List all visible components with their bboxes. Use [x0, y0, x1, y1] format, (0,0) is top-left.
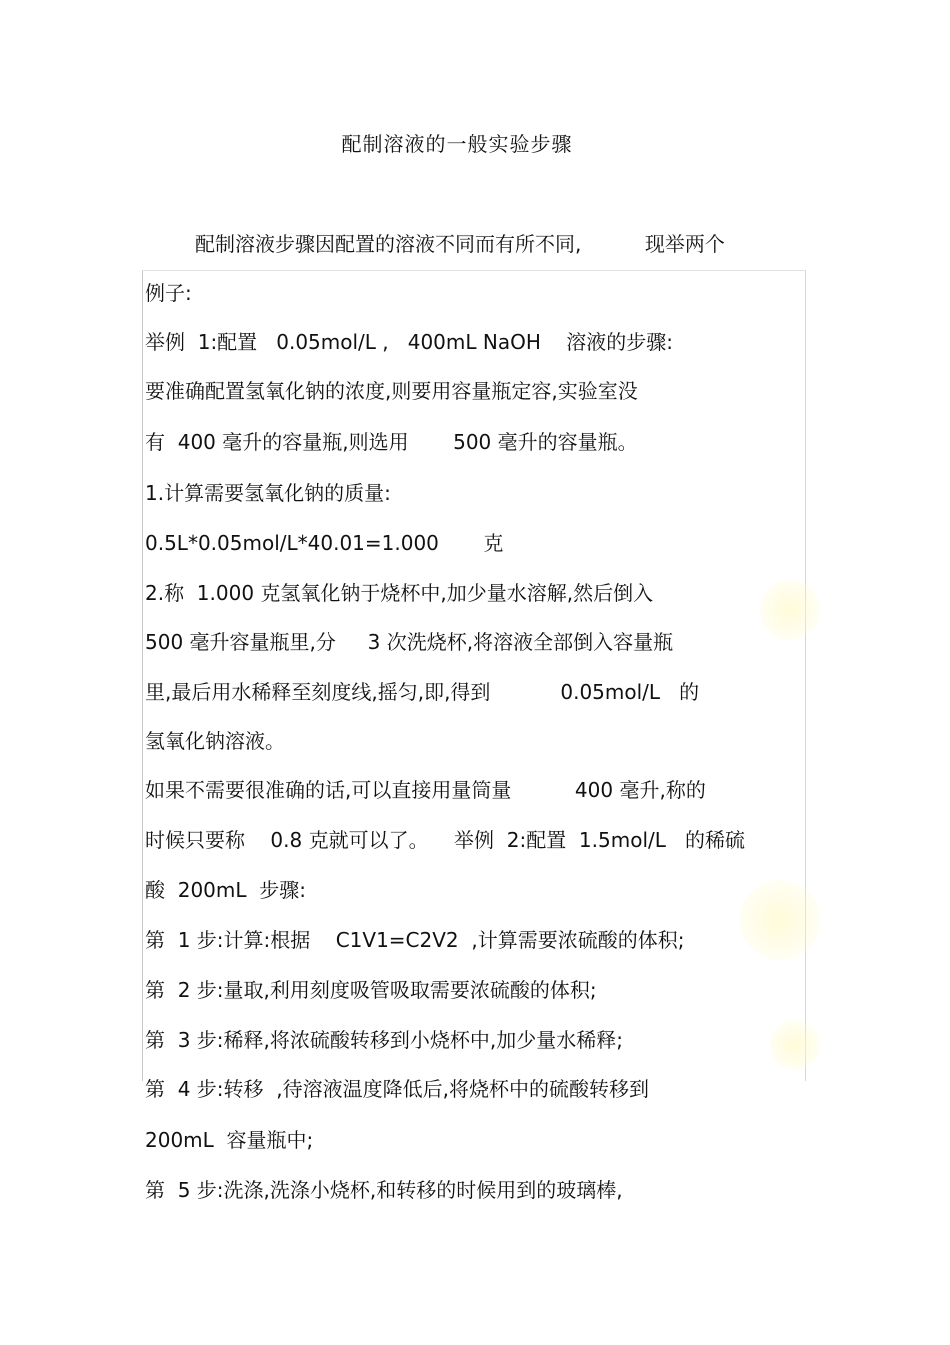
paragraph-line: 第 5 步:洗涤,洗涤小烧杯,和转移的时候用到的玻璃棒, [145, 1178, 623, 1202]
paragraph-line: 第 4 步:转移 ,待溶液温度降低后,将烧杯中的硫酸转移到 [145, 1077, 649, 1101]
paragraph-line: 要准确配置氢氧化钠的浓度,则要用容量瓶定容,实验室没 [145, 379, 638, 403]
paragraph-line: 200mL 容量瓶中; [145, 1128, 314, 1152]
watermark-blot [740, 880, 820, 960]
paragraph-line: 如果不需要很准确的话,可以直接用量筒量 400 毫升,称的 [145, 778, 706, 802]
paragraph-line: 第 1 步:计算:根据 C1V1=C2V2 ,计算需要浓硫酸的体积; [145, 928, 685, 952]
paragraph-line: 2.称 1.000 克氢氧化钠于烧杯中,加少量水溶解,然后倒入 [145, 581, 654, 605]
paragraph-line: 第 3 步:稀释,将浓硫酸转移到小烧杯中,加少量水稀释; [145, 1028, 623, 1052]
paragraph-line: 例子: [145, 281, 192, 305]
paragraph-line: 500 毫升容量瓶里,分 3 次洗烧杯,将溶液全部倒入容量瓶 [145, 630, 674, 654]
paragraph-line: 第 2 步:量取,利用刻度吸管吸取需要浓硫酸的体积; [145, 978, 597, 1002]
paragraph-line: 举例 1:配置 0.05mol/L , 400mL NaOH 溶液的步骤: [145, 330, 674, 354]
paragraph-line: 0.5L*0.05mol/L*40.01=1.000 克 [145, 531, 504, 555]
document-title: 配制溶液的一般实验步骤 [341, 132, 573, 156]
paragraph-line: 酸 200mL 步骤: [145, 878, 306, 902]
watermark-blot [760, 580, 820, 640]
paragraph-line: 氢氧化钠溶液。 [145, 729, 285, 753]
paragraph-line: 时候只要称 0.8 克就可以了。 举例 2:配置 1.5mol/L 的稀硫 [145, 828, 745, 852]
paragraph-line: 配制溶液步骤因配置的溶液不同而有所不同, 现举两个 [195, 232, 725, 256]
paragraph-line: 1.计算需要氢氧化钠的质量: [145, 481, 391, 505]
watermark-blot [770, 1020, 820, 1070]
paragraph-line: 里,最后用水稀释至刻度线,摇匀,即,得到 0.05mol/L 的 [145, 680, 700, 704]
paragraph-line: 有 400 毫升的容量瓶,则选用 500 毫升的容量瓶。 [145, 430, 638, 454]
